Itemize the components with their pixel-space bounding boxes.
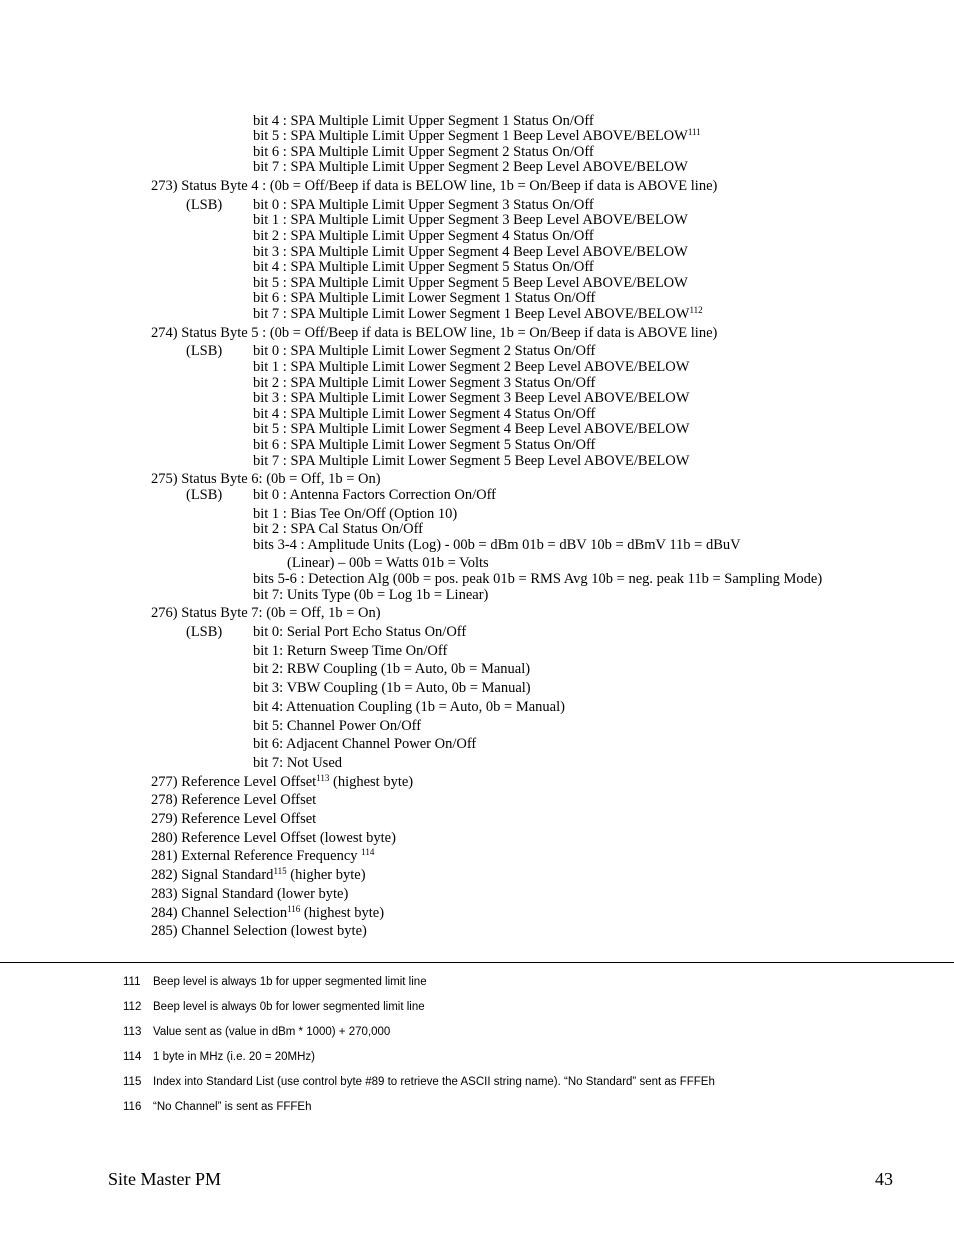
footnote-text: Index into Standard List (use control byte #89 to retrieve the ASCII string name). “No Standard” sent as FFFEh bbox=[153, 1076, 715, 1088]
line-text: bit 5 : SPA Multiple Limit Upper Segment 5 Beep Level ABOVE/BELOW bbox=[253, 275, 688, 291]
footnote-number: 115 bbox=[123, 1076, 142, 1088]
text-line bbox=[253, 643, 447, 659]
text-line bbox=[253, 680, 531, 696]
line-text: bit 1: Return Sweep Time On/Off bbox=[253, 643, 448, 659]
line-text: bit 1 : Bias Tee On/Off (Option 10) bbox=[253, 506, 458, 522]
line-text: bit 1 : SPA Multiple Limit Lower Segment 2 Beep Level ABOVE/BELOW bbox=[253, 359, 690, 375]
line-text-after: (higher byte) bbox=[286, 867, 366, 883]
line-text: bit 2 : SPA Multiple Limit Lower Segment 3 Status On/Off bbox=[253, 375, 596, 391]
line-text: 278) Reference Level Offset bbox=[151, 792, 317, 808]
text-line bbox=[151, 905, 384, 921]
text-line bbox=[253, 144, 594, 160]
text-line bbox=[253, 699, 565, 715]
text-line bbox=[151, 774, 413, 790]
line-text: bit 5 : SPA Multiple Limit Upper Segment 1 Beep Level ABOVE/BELOW bbox=[253, 128, 688, 144]
text-line bbox=[151, 178, 717, 194]
line-text: bit 2 : SPA Cal Status On/Off bbox=[253, 521, 424, 537]
text-line bbox=[253, 437, 595, 453]
text-line bbox=[186, 624, 222, 640]
footnote-ref: 116 bbox=[287, 904, 301, 914]
line-text: 276) Status Byte 7: (0b = Off, 1b = On) bbox=[151, 605, 381, 621]
footnote-ref: 112 bbox=[689, 305, 703, 315]
text-line bbox=[253, 755, 342, 771]
footnote-number: 113 bbox=[123, 1026, 142, 1038]
text-line bbox=[186, 197, 222, 213]
text-line bbox=[151, 792, 316, 808]
footnote-number: 114 bbox=[123, 1051, 142, 1063]
line-text: bit 0 : Antenna Factors Correction On/Off bbox=[253, 487, 496, 503]
text-line bbox=[253, 390, 689, 406]
line-text: bit 4 : SPA Multiple Limit Upper Segment 5 Status On/Off bbox=[253, 259, 594, 275]
footnote-number: 116 bbox=[123, 1101, 142, 1113]
line-text: bit 0 : SPA Multiple Limit Lower Segment 2 Status On/Off bbox=[253, 343, 596, 359]
line-text: bit 5 : SPA Multiple Limit Lower Segment 4 Beep Level ABOVE/BELOW bbox=[253, 421, 690, 437]
text-line bbox=[253, 290, 595, 306]
line-text-after: (highest byte) bbox=[329, 774, 414, 790]
text-line bbox=[253, 421, 689, 437]
footnote-ref: 111 bbox=[687, 127, 701, 137]
text-line bbox=[253, 537, 741, 553]
footnote bbox=[123, 1025, 923, 1039]
text-line bbox=[151, 811, 316, 827]
text-line bbox=[151, 848, 374, 864]
line-text: bits 5-6 : Detection Alg (00b = pos. peak 01b = RMS Avg 10b = neg. peak 11b = Sampling Mode) bbox=[253, 571, 823, 587]
text-line bbox=[151, 325, 717, 341]
text-line bbox=[186, 343, 222, 359]
text-line bbox=[253, 275, 688, 291]
footnote-number: 112 bbox=[123, 1001, 142, 1013]
text-line bbox=[253, 736, 476, 752]
text-line bbox=[253, 718, 421, 734]
line-text: 277) Reference Level Offset bbox=[151, 774, 317, 790]
line-text: 281) External Reference Frequency bbox=[151, 848, 362, 864]
text-line bbox=[151, 886, 348, 902]
text-line bbox=[253, 228, 594, 244]
line-text: bit 7: Units Type (0b = Log 1b = Linear) bbox=[253, 587, 489, 603]
line-text: 274) Status Byte 5 : (0b = Off/Beep if data is BELOW line, 1b = On/Beep if data is ABOVE line) bbox=[151, 325, 718, 341]
text-line bbox=[151, 830, 396, 846]
footnote bbox=[123, 1050, 923, 1064]
text-line bbox=[253, 128, 701, 144]
text-line bbox=[253, 259, 594, 275]
line-text: 284) Channel Selection bbox=[151, 905, 288, 921]
line-text: 275) Status Byte 6: (0b = Off, 1b = On) bbox=[151, 471, 381, 487]
line-text: (LSB) bbox=[186, 197, 223, 213]
footnote bbox=[123, 1100, 923, 1114]
line-text: bit 6: Adjacent Channel Power On/Off bbox=[253, 736, 477, 752]
text-line bbox=[253, 159, 688, 175]
line-text: 285) Channel Selection (lowest byte) bbox=[151, 923, 367, 939]
line-text: bit 7 : SPA Multiple Limit Lower Segment 5 Beep Level ABOVE/BELOW bbox=[253, 453, 690, 469]
text-line bbox=[253, 453, 689, 469]
footnote-text: 1 byte in MHz (i.e. 20 = 20MHz) bbox=[153, 1051, 316, 1063]
text-line bbox=[253, 375, 595, 391]
text-line bbox=[151, 867, 366, 883]
footnote-number: 111 bbox=[123, 976, 141, 988]
footnote bbox=[123, 1075, 923, 1089]
text-line bbox=[253, 406, 595, 422]
line-text: (LSB) bbox=[186, 624, 223, 640]
line-text: bit 7 : SPA Multiple Limit Lower Segment 1 Beep Level ABOVE/BELOW bbox=[253, 306, 690, 322]
text-line bbox=[253, 571, 822, 587]
text-line bbox=[253, 661, 530, 677]
text-line bbox=[253, 487, 496, 503]
line-text: bit 2 : SPA Multiple Limit Upper Segment 4 Status On/Off bbox=[253, 228, 594, 244]
line-text: bit 5: Channel Power On/Off bbox=[253, 718, 422, 734]
text-line bbox=[151, 923, 367, 939]
line-text: 280) Reference Level Offset (lowest byte) bbox=[151, 830, 396, 846]
line-text: bit 1 : SPA Multiple Limit Upper Segment 3 Beep Level ABOVE/BELOW bbox=[253, 212, 688, 228]
text-line bbox=[253, 359, 689, 375]
line-text-after: (highest byte) bbox=[300, 905, 385, 921]
text-line bbox=[253, 624, 466, 640]
page-number: 43 bbox=[875, 1169, 893, 1189]
footnote bbox=[123, 975, 923, 989]
footnote-text: Beep level is always 1b for upper segmented limit line bbox=[153, 976, 427, 988]
text-line bbox=[287, 555, 489, 571]
line-text: bit 0 : SPA Multiple Limit Upper Segment 3 Status On/Off bbox=[253, 197, 594, 213]
line-text: (LSB) bbox=[186, 343, 223, 359]
line-text: bit 4 : SPA Multiple Limit Lower Segment 4 Status On/Off bbox=[253, 406, 596, 422]
text-line bbox=[253, 244, 688, 260]
footer-title: Site Master PM bbox=[108, 1169, 222, 1189]
text-line bbox=[151, 605, 381, 621]
footnote-ref: 114 bbox=[361, 847, 375, 857]
line-text: 283) Signal Standard (lower byte) bbox=[151, 886, 349, 902]
line-text: (LSB) bbox=[186, 487, 223, 503]
line-text: bit 3 : SPA Multiple Limit Lower Segment 3 Beep Level ABOVE/BELOW bbox=[253, 390, 690, 406]
footnote bbox=[123, 1000, 923, 1014]
line-text: (Linear) – 00b = Watts 01b = Volts bbox=[287, 555, 489, 571]
text-line bbox=[186, 487, 222, 503]
line-text: bit 3 : SPA Multiple Limit Upper Segment 4 Beep Level ABOVE/BELOW bbox=[253, 244, 688, 260]
line-text: bit 2: RBW Coupling (1b = Auto, 0b = Manual) bbox=[253, 661, 531, 677]
line-text: 273) Status Byte 4 : (0b = Off/Beep if data is BELOW line, 1b = On/Beep if data is ABOVE line) bbox=[151, 178, 718, 194]
line-text: bit 0: Serial Port Echo Status On/Off bbox=[253, 624, 467, 640]
line-text: bit 7: Not Used bbox=[253, 755, 343, 771]
text-line bbox=[253, 306, 703, 322]
footnote-text: Beep level is always 0b for lower segmented limit line bbox=[153, 1001, 425, 1013]
text-line bbox=[253, 343, 595, 359]
line-text: bit 6 : SPA Multiple Limit Lower Segment 5 Status On/Off bbox=[253, 437, 596, 453]
line-text: 279) Reference Level Offset bbox=[151, 811, 317, 827]
line-text: 282) Signal Standard bbox=[151, 867, 274, 883]
text-line bbox=[253, 212, 688, 228]
line-text: bits 3-4 : Amplitude Units (Log) - 00b = dBm 01b = dBV 10b = dBmV 11b = dBuV bbox=[253, 537, 741, 553]
line-text: bit 4 : SPA Multiple Limit Upper Segment 1 Status On/Off bbox=[253, 113, 594, 129]
text-line bbox=[253, 506, 457, 522]
text-line bbox=[151, 471, 381, 487]
footnote-ref: 113 bbox=[316, 773, 330, 783]
line-text: bit 4: Attenuation Coupling (1b = Auto, 0b = Manual) bbox=[253, 699, 565, 715]
line-text: bit 6 : SPA Multiple Limit Upper Segment 2 Status On/Off bbox=[253, 144, 594, 160]
text-line bbox=[253, 197, 594, 213]
line-text: bit 3: VBW Coupling (1b = Auto, 0b = Manual) bbox=[253, 680, 531, 696]
text-line bbox=[253, 587, 488, 603]
footnote-divider bbox=[0, 962, 954, 963]
footnote-text: “No Channel” is sent as FFFEh bbox=[153, 1101, 312, 1113]
footnote-text: Value sent as (value in dBm * 1000) + 270,000 bbox=[153, 1026, 391, 1038]
line-text: bit 7 : SPA Multiple Limit Upper Segment 2 Beep Level ABOVE/BELOW bbox=[253, 159, 688, 175]
text-line bbox=[253, 521, 423, 537]
footnote-ref: 115 bbox=[273, 866, 287, 876]
text-line bbox=[253, 113, 594, 129]
line-text: bit 6 : SPA Multiple Limit Lower Segment 1 Status On/Off bbox=[253, 290, 596, 306]
